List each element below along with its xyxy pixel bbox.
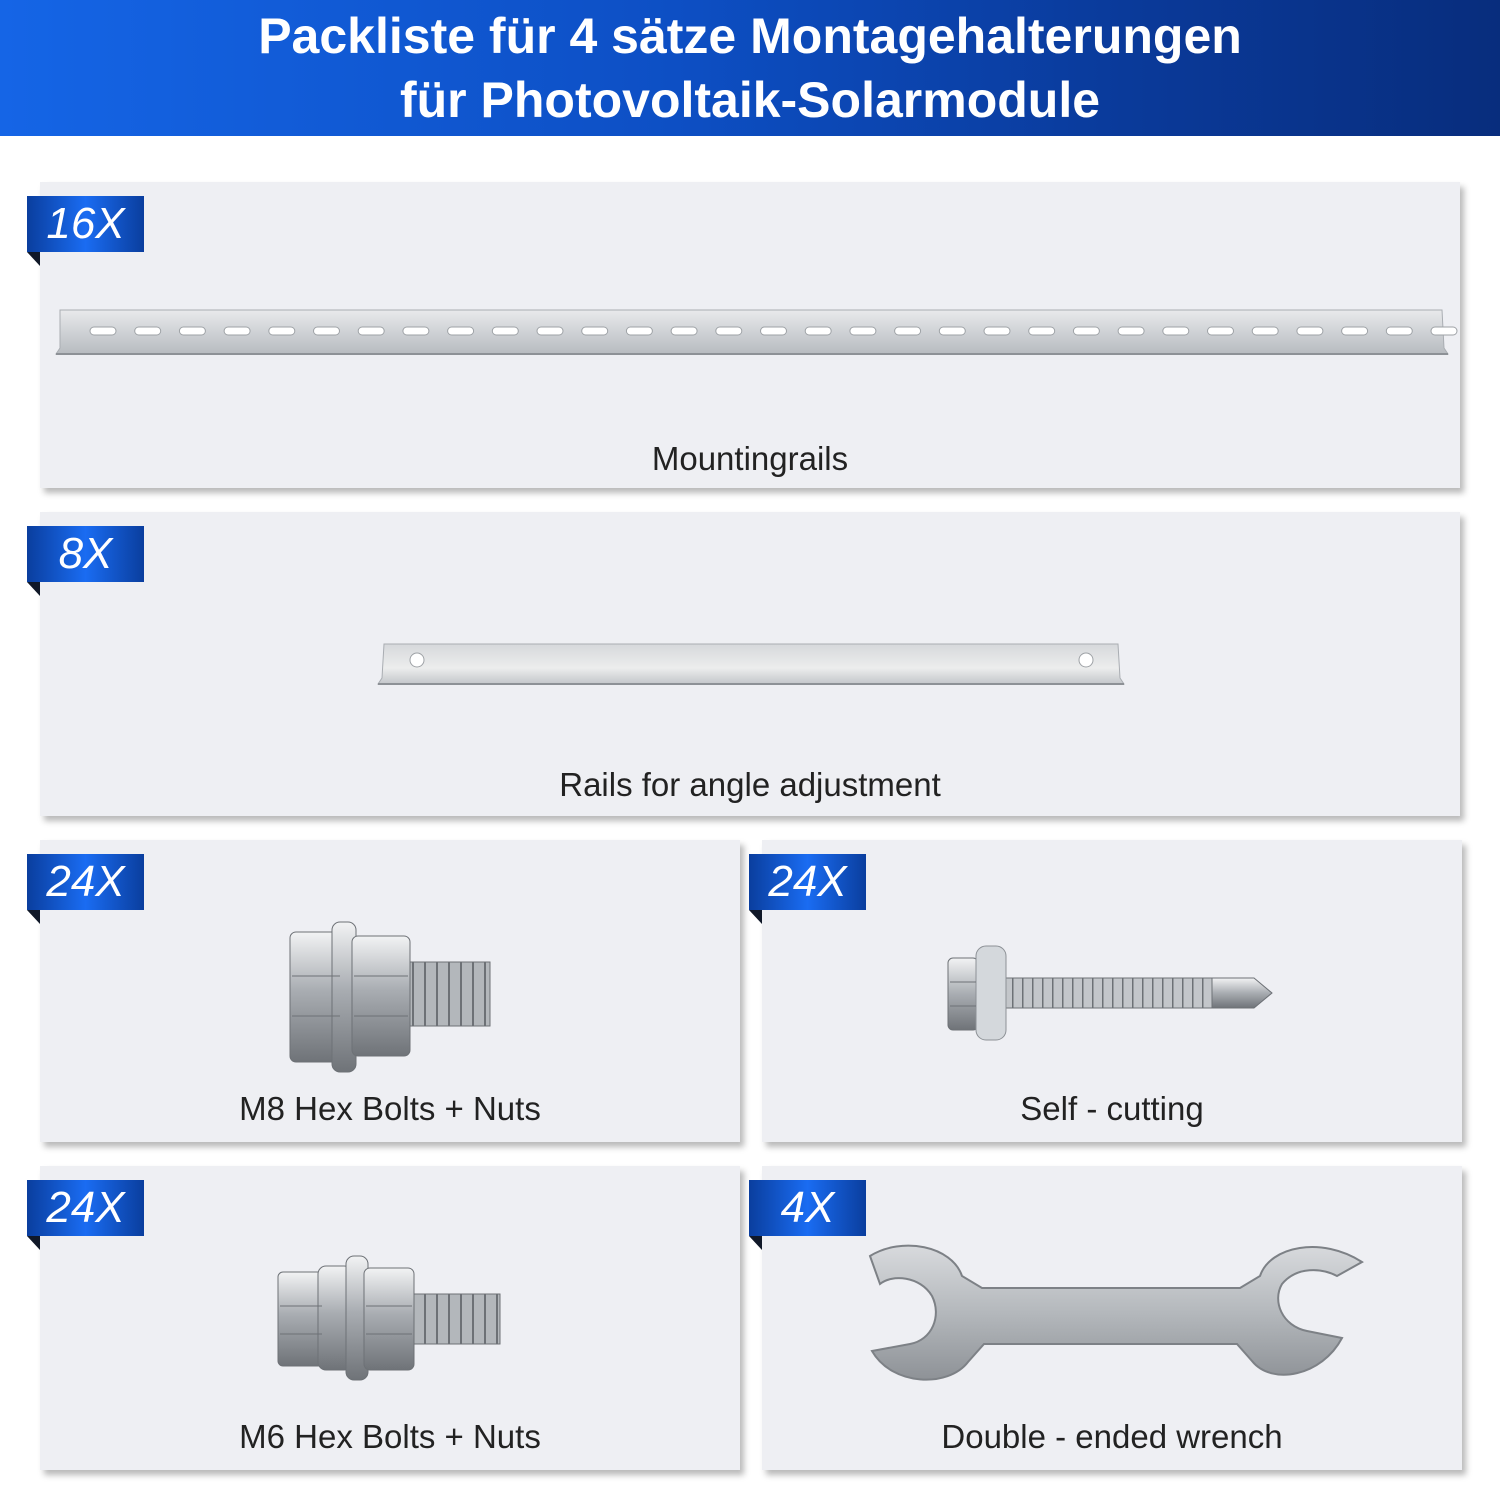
item-card-m6-bolts [40,1166,740,1470]
rail-slot [671,327,697,335]
rail-slot [582,327,608,335]
item-label: M6 Hex Bolts + Nuts [239,1418,541,1455]
rail-slot [939,327,965,335]
item-card-wrench [762,1166,1462,1470]
rail-slot [537,327,563,335]
rail-slot [1118,327,1144,335]
quantity-badge: 24X [27,854,144,910]
badge-fold [749,910,762,924]
rail-slot [1252,327,1278,335]
rail-slot [1386,327,1412,335]
rail-slot [314,327,340,335]
rail-slot [895,327,921,335]
rail-slot [716,327,742,335]
rail-slot [626,327,652,335]
rail-slot [135,327,161,335]
quantity-badge: 24X [27,1180,144,1236]
quantity-badge: 24X [749,854,866,910]
rail-slot [1208,327,1234,335]
item-card-mounting-rails [40,182,1460,488]
page-title-line-1: Packliste für 4 sätze Montagehalterungen [258,8,1242,64]
page-header [0,0,1500,136]
rail-slot [448,327,474,335]
item-label: Rails for angle adjustment [559,766,941,803]
quantity-badge: 8X [27,526,144,582]
quantity-badge: 16X [27,196,144,252]
item-card-self-cutting-screws [762,840,1462,1142]
rail-slot [403,327,429,335]
rail-slot [761,327,787,335]
rail-slot [984,327,1010,335]
rail-slot [492,327,518,335]
rail-slot [224,327,250,335]
rail-slot [358,327,384,335]
badge-fold [27,1236,40,1250]
item-card-m8-bolts [40,840,740,1142]
rail-slot [269,327,295,335]
badge-fold [749,1236,762,1250]
quantity-badge: 4X [749,1180,866,1236]
page-title-line-2: für Photovoltaik-Solarmodule [399,72,1101,128]
rail-slot [1342,327,1368,335]
rail-slot [805,327,831,335]
rail-slot [1163,327,1189,335]
badge-fold [27,252,40,266]
rail-slot [90,327,116,335]
item-card-angle-rails [40,512,1460,816]
rail-slot [1073,327,1099,335]
badge-fold [27,582,40,596]
item-label: M8 Hex Bolts + Nuts [239,1090,541,1127]
rail-slot [1029,327,1055,335]
rail-slot [1431,327,1457,335]
item-label: Mountingrails [651,440,849,477]
badge-fold [27,910,40,924]
rail-slot [179,327,205,335]
rail-slot [850,327,876,335]
item-label: Double - ended wrench [941,1418,1283,1455]
item-label: Self - cutting [1020,1090,1204,1127]
rail-slot [1297,327,1323,335]
